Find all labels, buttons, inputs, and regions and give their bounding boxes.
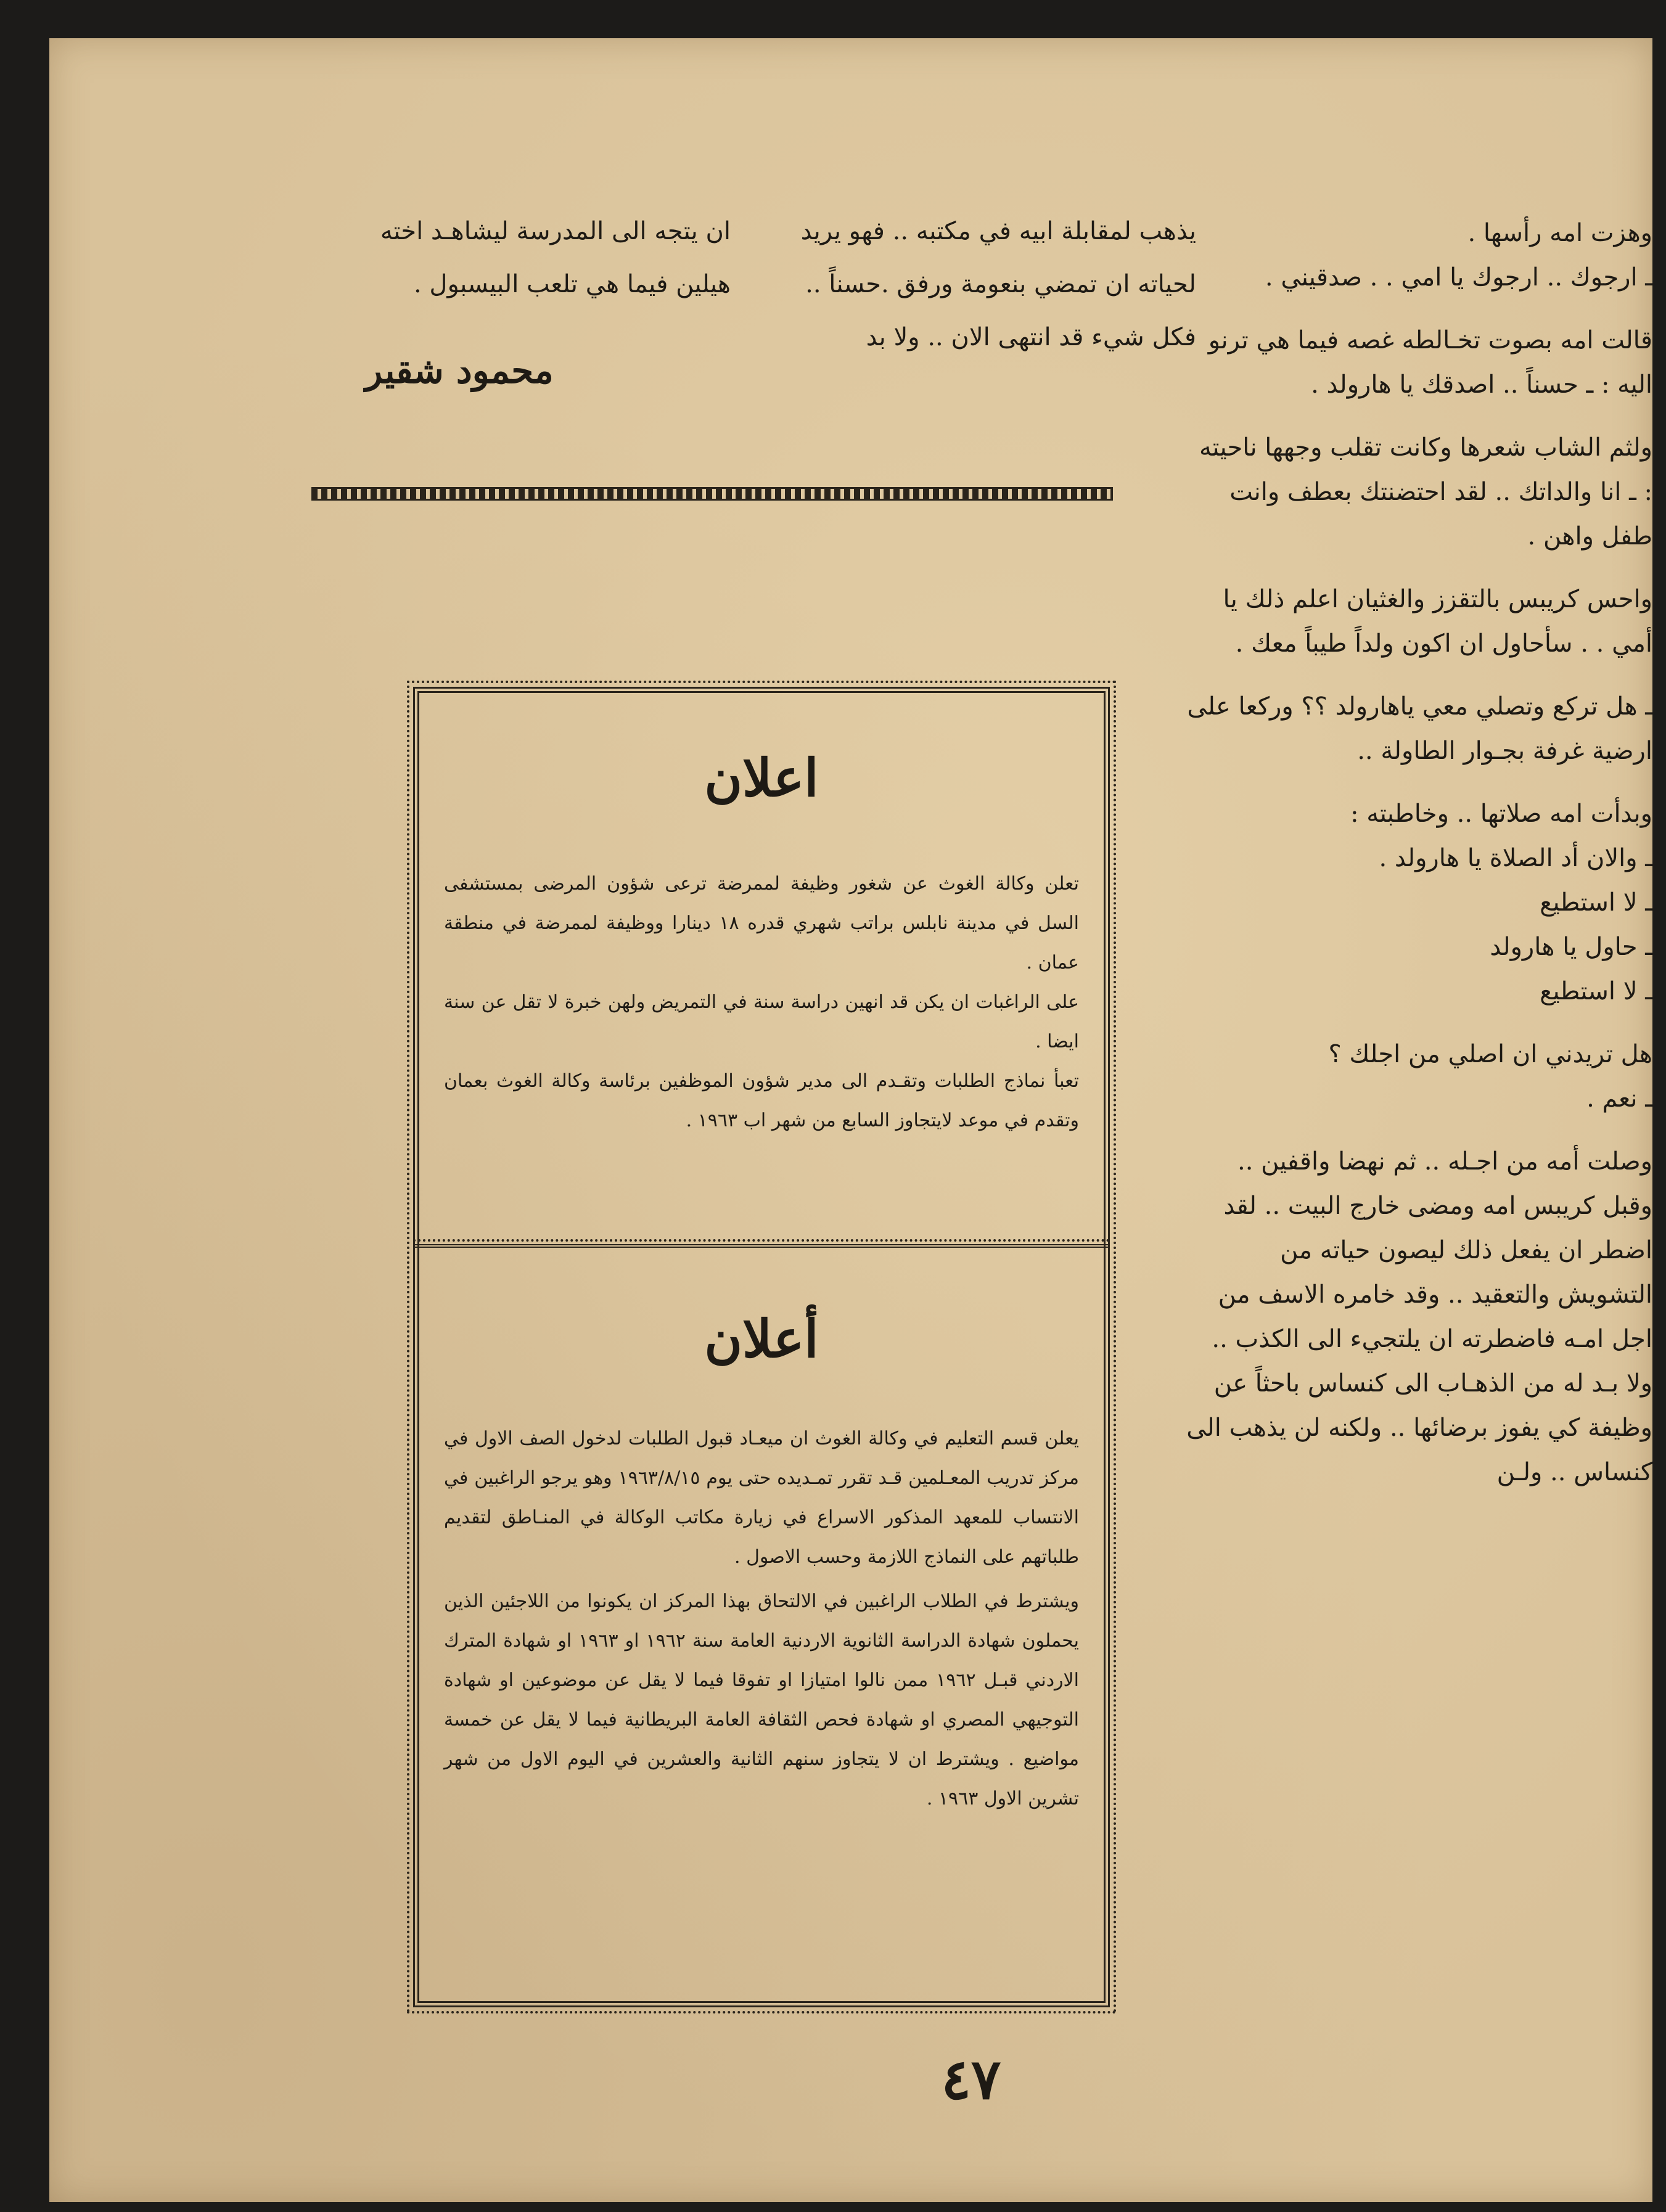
story-paragraph: هل تريدني ان اصلي من اجلك ؟ bbox=[1328, 1040, 1652, 1068]
story-column-right bbox=[1184, 211, 1652, 1494]
story-column-middle bbox=[734, 205, 1196, 364]
author-signature: محمود شقير bbox=[365, 350, 554, 391]
announcement-2-body bbox=[444, 1419, 1079, 1819]
announcement-paragraph: تعبأ نماذج الطلبات وتقـدم الى مدير شؤون الموظفين برئاسة وكالة الغوث بعمان وتقدم في موعد لايتجاوز السابع من شهر اب ١٩٦٣ . bbox=[444, 1070, 1079, 1131]
page-number: ٤٧ bbox=[941, 2047, 1001, 2112]
story-line: ان يتجه الى المدرسة ليشاهـد اخته bbox=[380, 217, 731, 245]
announcement-1-title: اعلان bbox=[704, 747, 819, 808]
story-paragraph: ـ نعم . bbox=[1586, 1084, 1652, 1113]
story-line: يذهب لمقابلة ابيه في مكتبه .. فهو يريد bbox=[800, 217, 1196, 245]
announcement-2-title: أعلان bbox=[704, 1308, 819, 1369]
announcements-separator bbox=[413, 1239, 1110, 1248]
announcement-paragraph: ويشترط في الطلاب الراغبين في الالتحاق بهذا المركز ان يكونوا من اللاجئين الذين يحملون شهادة الدراسة الثانوية الاردنية العامة سنة ١٩٦٢ او ١٩٦٣ او شهادة المترك الاردني قبـل ١٩٦٢ ممن نالوا امتيازا او تفوقا فيما لا يقل عن موضوعين او شهادة التوجيهي المصري او شهادة فحص الثقافة العامة البريطانية فيما لا يقل عن خمسة مواضيع . ويشترط ان لا يتجاوز سنهم الثانية والعشرين في اليوم الاول من شهر تشرين الاول ١٩٦٣ . bbox=[444, 1591, 1080, 1809]
story-line: هيلين فيما هي تلعب البيسبول . bbox=[413, 270, 731, 298]
story-paragraph: قالت امه بصوت تخـالطه غصه فيما هي ترنو اليه : ـ حسناً .. اصدقك يا هارولد . bbox=[1208, 326, 1652, 399]
announcement-paragraph: على الراغبات ان يكن قد انهين دراسة سنة في التمريض ولهن خبرة لا تقل عن سنة ايضا . bbox=[444, 991, 1079, 1052]
story-paragraph: وهزت امه رأسها . bbox=[1467, 219, 1652, 247]
story-paragraph: ـ ارجوك .. ارجوك يا امي . . صدقيني . bbox=[1265, 263, 1652, 292]
announcement-paragraph: يعلن قسم التعليم في وكالة الغوث ان ميعـاد قبول الطلبات لدخول الصف الاول في مركز تدريب المعـلمين قـد تقرر تمـديده حتى يوم ١٩٦٣/٨/١٥ وهو يرجو الراغبين في الانتساب للمعهد المذكور الاسراع في زيارة مكاتب الوكالة في المنـاطق لتقديم طلباتهم على النماذج اللازمة وحسب الاصول . bbox=[444, 1428, 1079, 1568]
ornamental-divider bbox=[311, 487, 1113, 501]
story-paragraph: وصلت أمه من اجـله .. ثم نهضا واقفين .. وقبل كريبس امه ومضى خارج البيت .. لقد اضطر ان يفعل ذلك ليصون حياته من التشويش والتعقيد .. وقد خامره الاسف من اجل امـه فاضطرته ان يلتجيء الى الكذب .. ولا بـد له من الذهـاب الى كنساس باحثاً عن وظيفة كي يفوز برضائها .. ولكنه لن يذهب الى كنساس .. ولـن bbox=[1186, 1147, 1652, 1486]
story-paragraph: ـ لا استطيع bbox=[1540, 888, 1652, 917]
story-paragraph: واحس كريبس بالتقزز والغثيان اعلم ذلك يا أمي . . سأحاول ان اكون ولداً طيباً معك . bbox=[1223, 585, 1652, 658]
story-line: لحياته ان تمضي بنعومة ورفق .حسناً .. bbox=[805, 270, 1196, 298]
story-column-left bbox=[287, 205, 731, 311]
announcement-1-body bbox=[444, 864, 1079, 1141]
story-paragraph: ـ حاول يا هارولد bbox=[1490, 933, 1652, 961]
story-line: فكل شيء قد انتهى الان .. ولا بد bbox=[866, 323, 1196, 351]
magazine-page bbox=[49, 38, 1652, 2202]
story-paragraph: وبدأت امه صلاتها .. وخاطبته : bbox=[1350, 800, 1652, 828]
story-paragraph: ـ هل تركع وتصلي معي ياهارولد ؟؟ وركعا على ارضية غرفة بجـوار الطاولة .. bbox=[1187, 692, 1652, 765]
story-paragraph: ـ لا استطيع bbox=[1540, 977, 1652, 1006]
story-paragraph: ـ والان أد الصلاة يا هارولد . bbox=[1379, 844, 1652, 872]
announcement-paragraph: تعلن وكالة الغوث عن شغور وظيفة لممرضة ترعى شؤون المرضى بمستشفى السل في مدينة نابلس براتب شهري قدره ١٨ دينارا ووظيفة لممرضة في منطقة عمان . bbox=[444, 873, 1079, 973]
story-paragraph: ولثم الشاب شعرها وكانت تقلب وجهها ناحيته : ـ انا والداتك .. لقد احتضنتك بعطف وانت طفل واهن . bbox=[1199, 433, 1652, 551]
